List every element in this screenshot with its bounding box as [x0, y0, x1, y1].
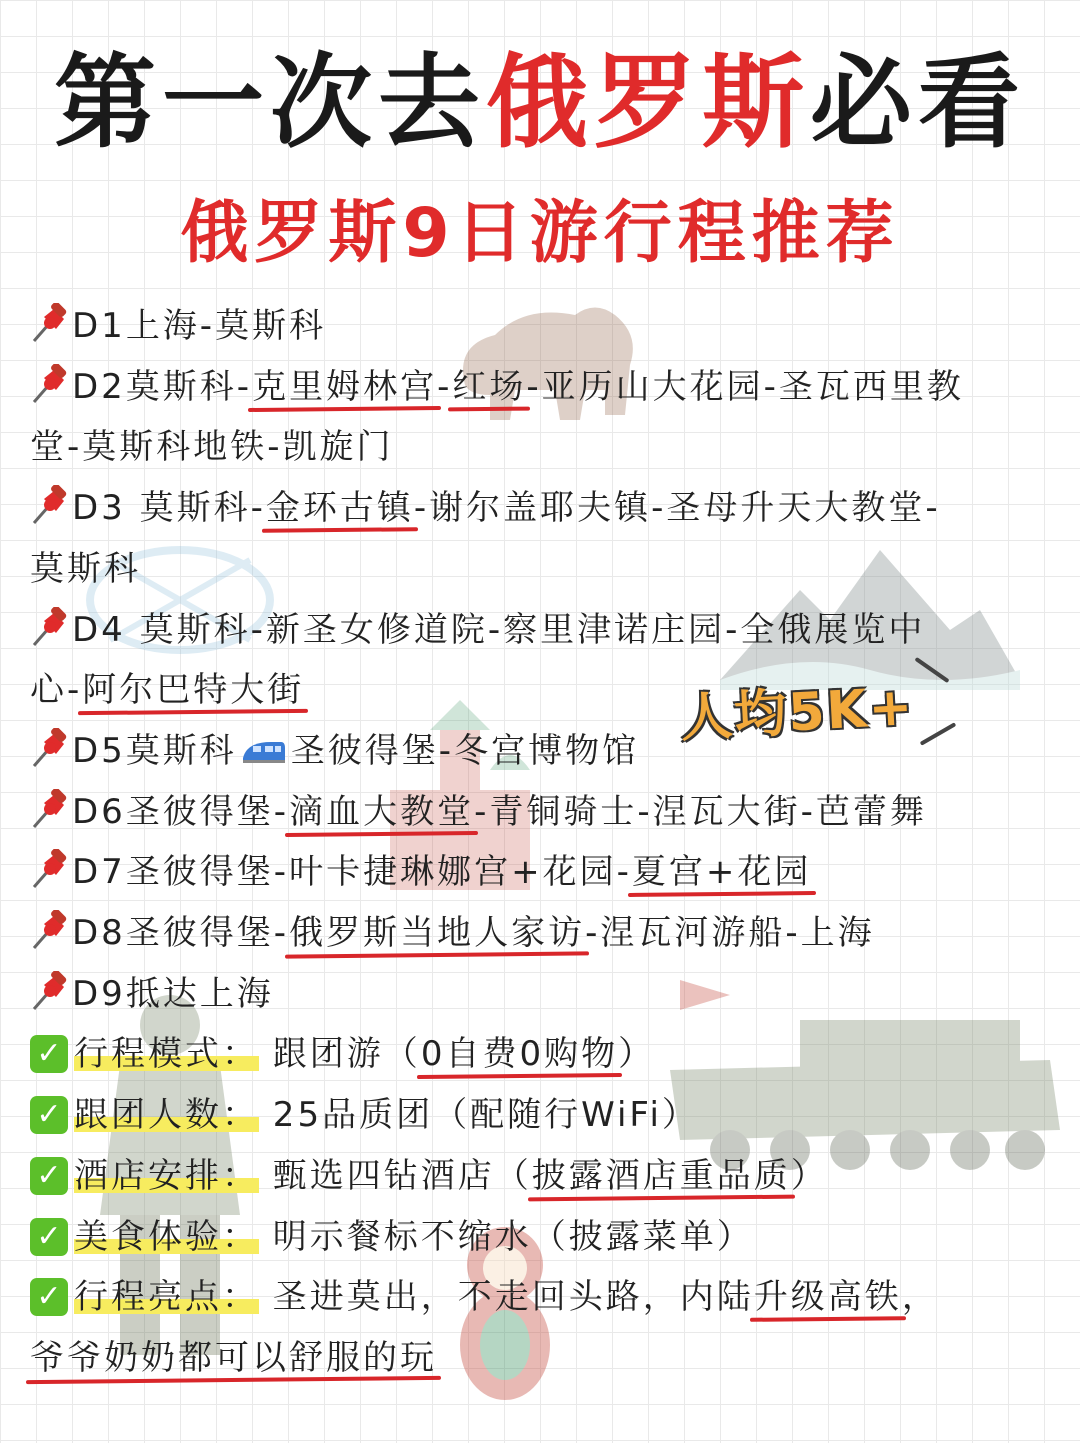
pushpin-icon [30, 848, 70, 888]
feature-size [30, 1085, 699, 1145]
day-d4b [30, 660, 304, 720]
text-segment: -谢尔盖耶夫镇-圣母升天大教堂- [413, 488, 941, 529]
text-segment: D8圣彼得堡- [72, 913, 290, 953]
text-segment: 堂-莫斯科地铁-凯旋门 [30, 427, 394, 468]
text-segment: ） [618, 1034, 656, 1075]
text-segment: - [437, 366, 453, 407]
text-segment: D1上海-莫斯科 [72, 306, 327, 346]
pushpin-icon [30, 484, 70, 524]
text-segment: -亚历山大花园-圣瓦西里教 [526, 366, 964, 407]
text-segment: 明示餐标不缩水（披露菜单） [259, 1216, 754, 1257]
feature-food [30, 1207, 754, 1267]
text-segment: 莫斯科 [30, 548, 141, 589]
check-mark-icon: ✓ [30, 1096, 68, 1134]
text-segment: 行程亮点： [74, 1277, 259, 1318]
text-segment: 甄选四钻酒店（ [259, 1155, 532, 1196]
text-segment: D2莫斯科- [72, 366, 253, 407]
text-segment: 圣彼得堡-冬宫博物馆 [290, 730, 640, 771]
text-segment: 跟团人数： [74, 1095, 259, 1136]
check-mark-icon: ✓ [30, 1278, 68, 1316]
check-mark-icon: ✓ [30, 1218, 68, 1256]
pushpin-icon [30, 909, 70, 949]
title-part2: 必看 [810, 43, 1026, 163]
text-segment: D7圣彼得堡-叶卡捷琳娜宫+花园- [72, 852, 632, 893]
text-segment: D6圣彼得堡- [72, 791, 290, 832]
feature-mode [30, 1024, 655, 1084]
day-d8 [30, 903, 875, 963]
feature-highlight2 [30, 1328, 437, 1388]
text-segment: 酒店安排： [74, 1155, 259, 1196]
text-segment: D4 莫斯科-新圣女修道院-察里津诺庄园-全俄展览中 [72, 609, 926, 650]
text-segment: 跟团游（ [259, 1034, 421, 1075]
feature-hotel [30, 1146, 828, 1206]
check-mark-icon: ✓ [30, 1157, 68, 1195]
pushpin-icon [30, 606, 70, 646]
pushpin-icon [30, 970, 70, 1010]
pushpin-icon [30, 363, 70, 403]
day-d5 [30, 721, 639, 781]
title-part1: 第一次去 [54, 43, 486, 163]
pushpin-icon [30, 788, 70, 828]
text-segment: 25品质团（配随行WiFi） [259, 1095, 699, 1136]
text-segment: 金环古镇 [265, 488, 414, 529]
pushpin-icon [30, 727, 70, 767]
text-segment: -青铜骑士-涅瓦大街-芭蕾舞 [474, 791, 927, 832]
text-segment: D5莫斯科 [72, 730, 237, 771]
day-d9 [30, 964, 274, 1024]
text-segment: 美食体验： [74, 1216, 259, 1257]
day-d7 [30, 842, 811, 902]
day-d2a [30, 357, 964, 417]
day-d6 [30, 782, 927, 842]
high-speed-train-icon [241, 723, 287, 749]
text-segment: -涅瓦河游船-上海 [585, 913, 875, 953]
text-segment: 阿尔巴特大街 [82, 670, 305, 711]
feature-highlight [30, 1267, 939, 1327]
pushpin-icon [30, 302, 70, 342]
text-segment: 俄罗斯当地人家访 [289, 913, 586, 953]
text-segment: 披露酒店重品质 [531, 1155, 791, 1196]
text-segment: 爷爷奶奶都可以舒服的玩 [30, 1337, 437, 1378]
badge-tick-bottom [920, 722, 957, 745]
page-subtitle: 俄罗斯9日游行程推荐 [180, 194, 900, 273]
day-d1 [30, 296, 326, 356]
price-badge: 人均5K+ [678, 676, 916, 750]
text-segment: ， [901, 1277, 939, 1318]
text-segment: 红场 [452, 366, 527, 407]
day-d2b [30, 417, 394, 477]
day-d4a [30, 600, 925, 660]
text-segment: D9抵达上海 [72, 973, 274, 1014]
text-segment: 圣进莫出，不走回头路，内陆 [259, 1277, 754, 1318]
text-segment: ） [790, 1155, 828, 1196]
text-segment: 滴血大教堂 [289, 791, 475, 832]
text-segment: D3 莫斯科- [72, 488, 266, 529]
check-mark-icon: ✓ [30, 1035, 68, 1073]
title-highlight: 俄罗斯 [486, 43, 810, 163]
page-title [0, 38, 1080, 168]
text-segment: 升级高铁 [753, 1277, 902, 1318]
day-d3a [30, 478, 941, 538]
text-segment: 0自费0购物 [420, 1034, 619, 1075]
text-segment: 心- [30, 670, 83, 711]
text-segment: 克里姆林宫 [252, 366, 438, 407]
text-segment: 行程模式： [74, 1034, 259, 1075]
text-segment: 夏宫+花园 [631, 852, 812, 893]
day-d3b [30, 539, 141, 599]
